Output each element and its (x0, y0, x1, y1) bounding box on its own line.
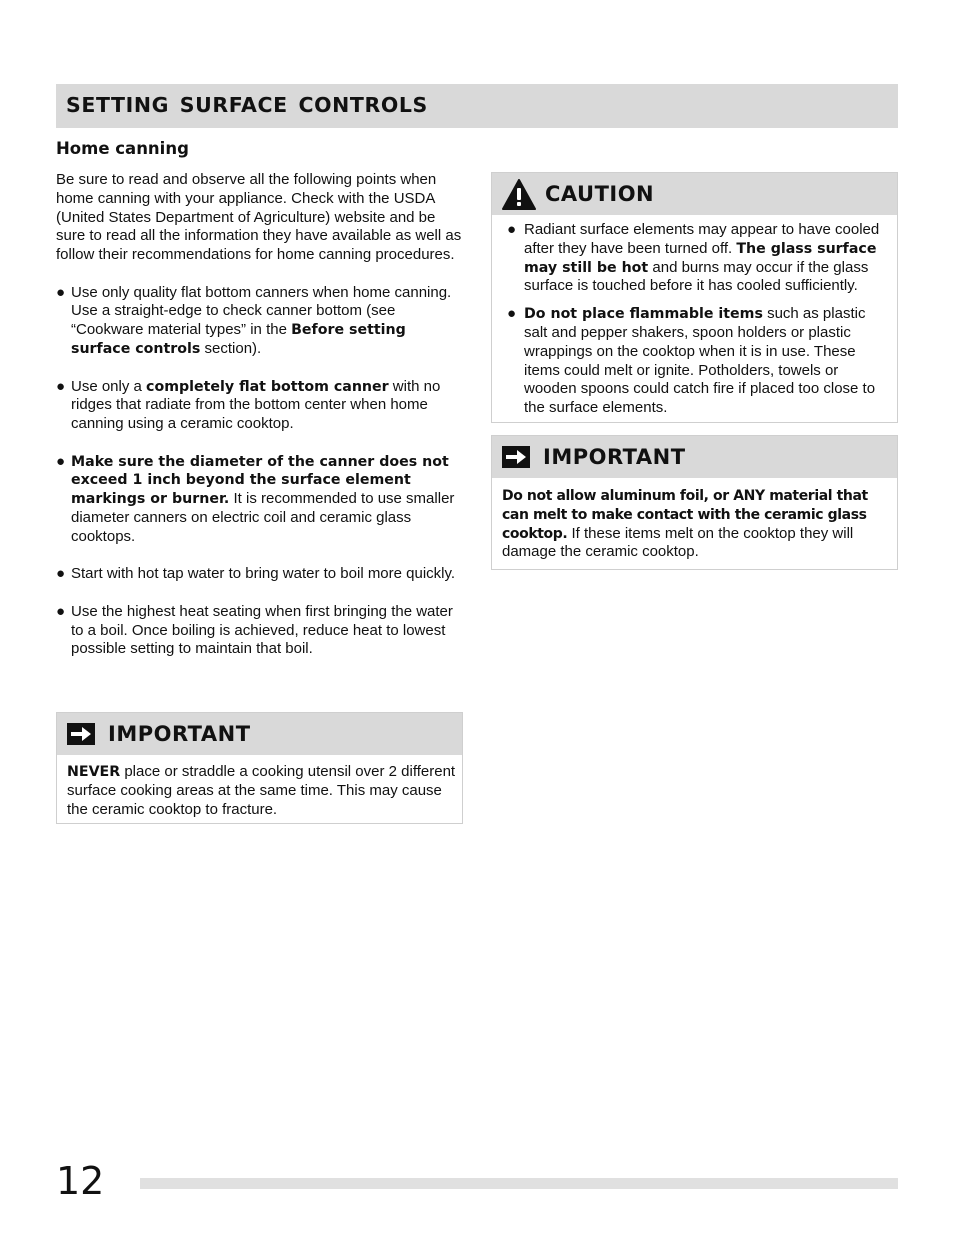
warning-icon (502, 179, 536, 210)
important-body (492, 478, 897, 568)
caution-text: Radiant surface elements may appear to have cooled after they have been turned off. (524, 221, 880, 257)
home-canning-section (56, 138, 466, 659)
home-canning-intro: Be sure to read and observe all the following points when home canning with your appliance. Check with the USDA (United States Department of Agriculture) website and be sure to read all the information they have available as well as follow their recommendations for home canning procedures. (56, 171, 462, 264)
important-title: IMPORTANT (108, 722, 251, 746)
important-title: IMPORTANT (543, 445, 686, 469)
bullet-bold-text: Make sure the diameter of the canner does not exceed 1 inch beyond the surface element markings or burner. (71, 453, 449, 508)
bullet-icon: ● (56, 565, 66, 583)
footer-divider (140, 1178, 898, 1189)
important-notice-right (491, 435, 898, 570)
caution-list (502, 221, 891, 418)
bullet-icon: ● (507, 305, 517, 323)
bullet-icon: ● (56, 283, 66, 301)
section-header (56, 84, 898, 128)
bullet-text: section). (200, 340, 262, 358)
bullet-icon: ● (56, 377, 66, 395)
important-header (57, 713, 462, 755)
arrow-right-icon (67, 723, 95, 745)
caution-title: CAUTION (545, 182, 655, 206)
important-notice-left (56, 712, 463, 824)
caution-bold-text: Do not place flammable items (524, 306, 763, 323)
bullet-text: Use only a (71, 377, 147, 395)
list-item (502, 305, 891, 418)
list-item (502, 221, 891, 296)
caution-text: such as plastic salt and pepper shakers, spoon holders or plastic wrappings on the cooktop when it is in use. These items could melt or ignite. Potholders, towels or wooden spoons could catch fire if placed too close to the surface elements. (524, 305, 876, 417)
list-item (56, 565, 466, 584)
bullet-text: with no ridges that radiate from the bottom center when home canning using a ceramic cooktop. (71, 377, 441, 433)
caution-header (492, 173, 897, 215)
bullet-text: Use the highest heat seating when first bringing the water to a boil. Once boiling is achieved, reduce heat to lowest possible setting to maintain that boil. (71, 602, 453, 658)
list-item (56, 378, 466, 434)
important-bold-text: Do not allow aluminum foil, or ANY material that can melt to make contact with the ceramic glass cooktop. (502, 488, 868, 542)
important-bold-text: NEVER (67, 764, 121, 780)
bullet-icon: ● (56, 452, 66, 470)
caution-notice (491, 172, 898, 423)
list-item (56, 603, 466, 659)
home-canning-heading: Home canning (56, 139, 189, 158)
bullet-text: Start with hot tap water to bring water to boil more quickly. (71, 565, 456, 583)
arrow-right-icon (502, 446, 530, 468)
bullet-icon: ● (507, 221, 517, 238)
caution-text: and burns may occur if the glass surface is touched before it has cooled sufficiently. (524, 258, 869, 295)
important-header (492, 436, 897, 478)
page-number: 12 (56, 1159, 105, 1203)
caution-bold-text: The glass surface may still be hot (524, 240, 877, 276)
list-item (56, 453, 466, 547)
bullet-text: Use only quality flat bottom canners when home canning. Use a straight-edge to check canner bottom (see “Cookware material types” in the (71, 283, 452, 339)
bullet-bold-text: Before setting surface controls (71, 322, 406, 358)
caution-body (492, 215, 897, 433)
bullet-text: It is recommended to use smaller diameter canners on electric coil and ceramic glass cooktops. (71, 490, 455, 545)
important-body (57, 755, 462, 825)
bullet-bold-text: completely flat bottom canner (146, 378, 389, 395)
bullet-icon: ● (56, 602, 66, 620)
list-item (56, 284, 466, 359)
section-title: SETTING SURFACE CONTROLS (66, 93, 428, 117)
home-canning-bullets (56, 284, 466, 660)
important-text: place or straddle a cooking utensil over 2 different surface cooking areas at the same time. This may cause the ceramic cooktop to fracture. (67, 763, 456, 818)
important-text: If these items melt on the cooktop they will damage the ceramic cooktop. (502, 524, 854, 561)
